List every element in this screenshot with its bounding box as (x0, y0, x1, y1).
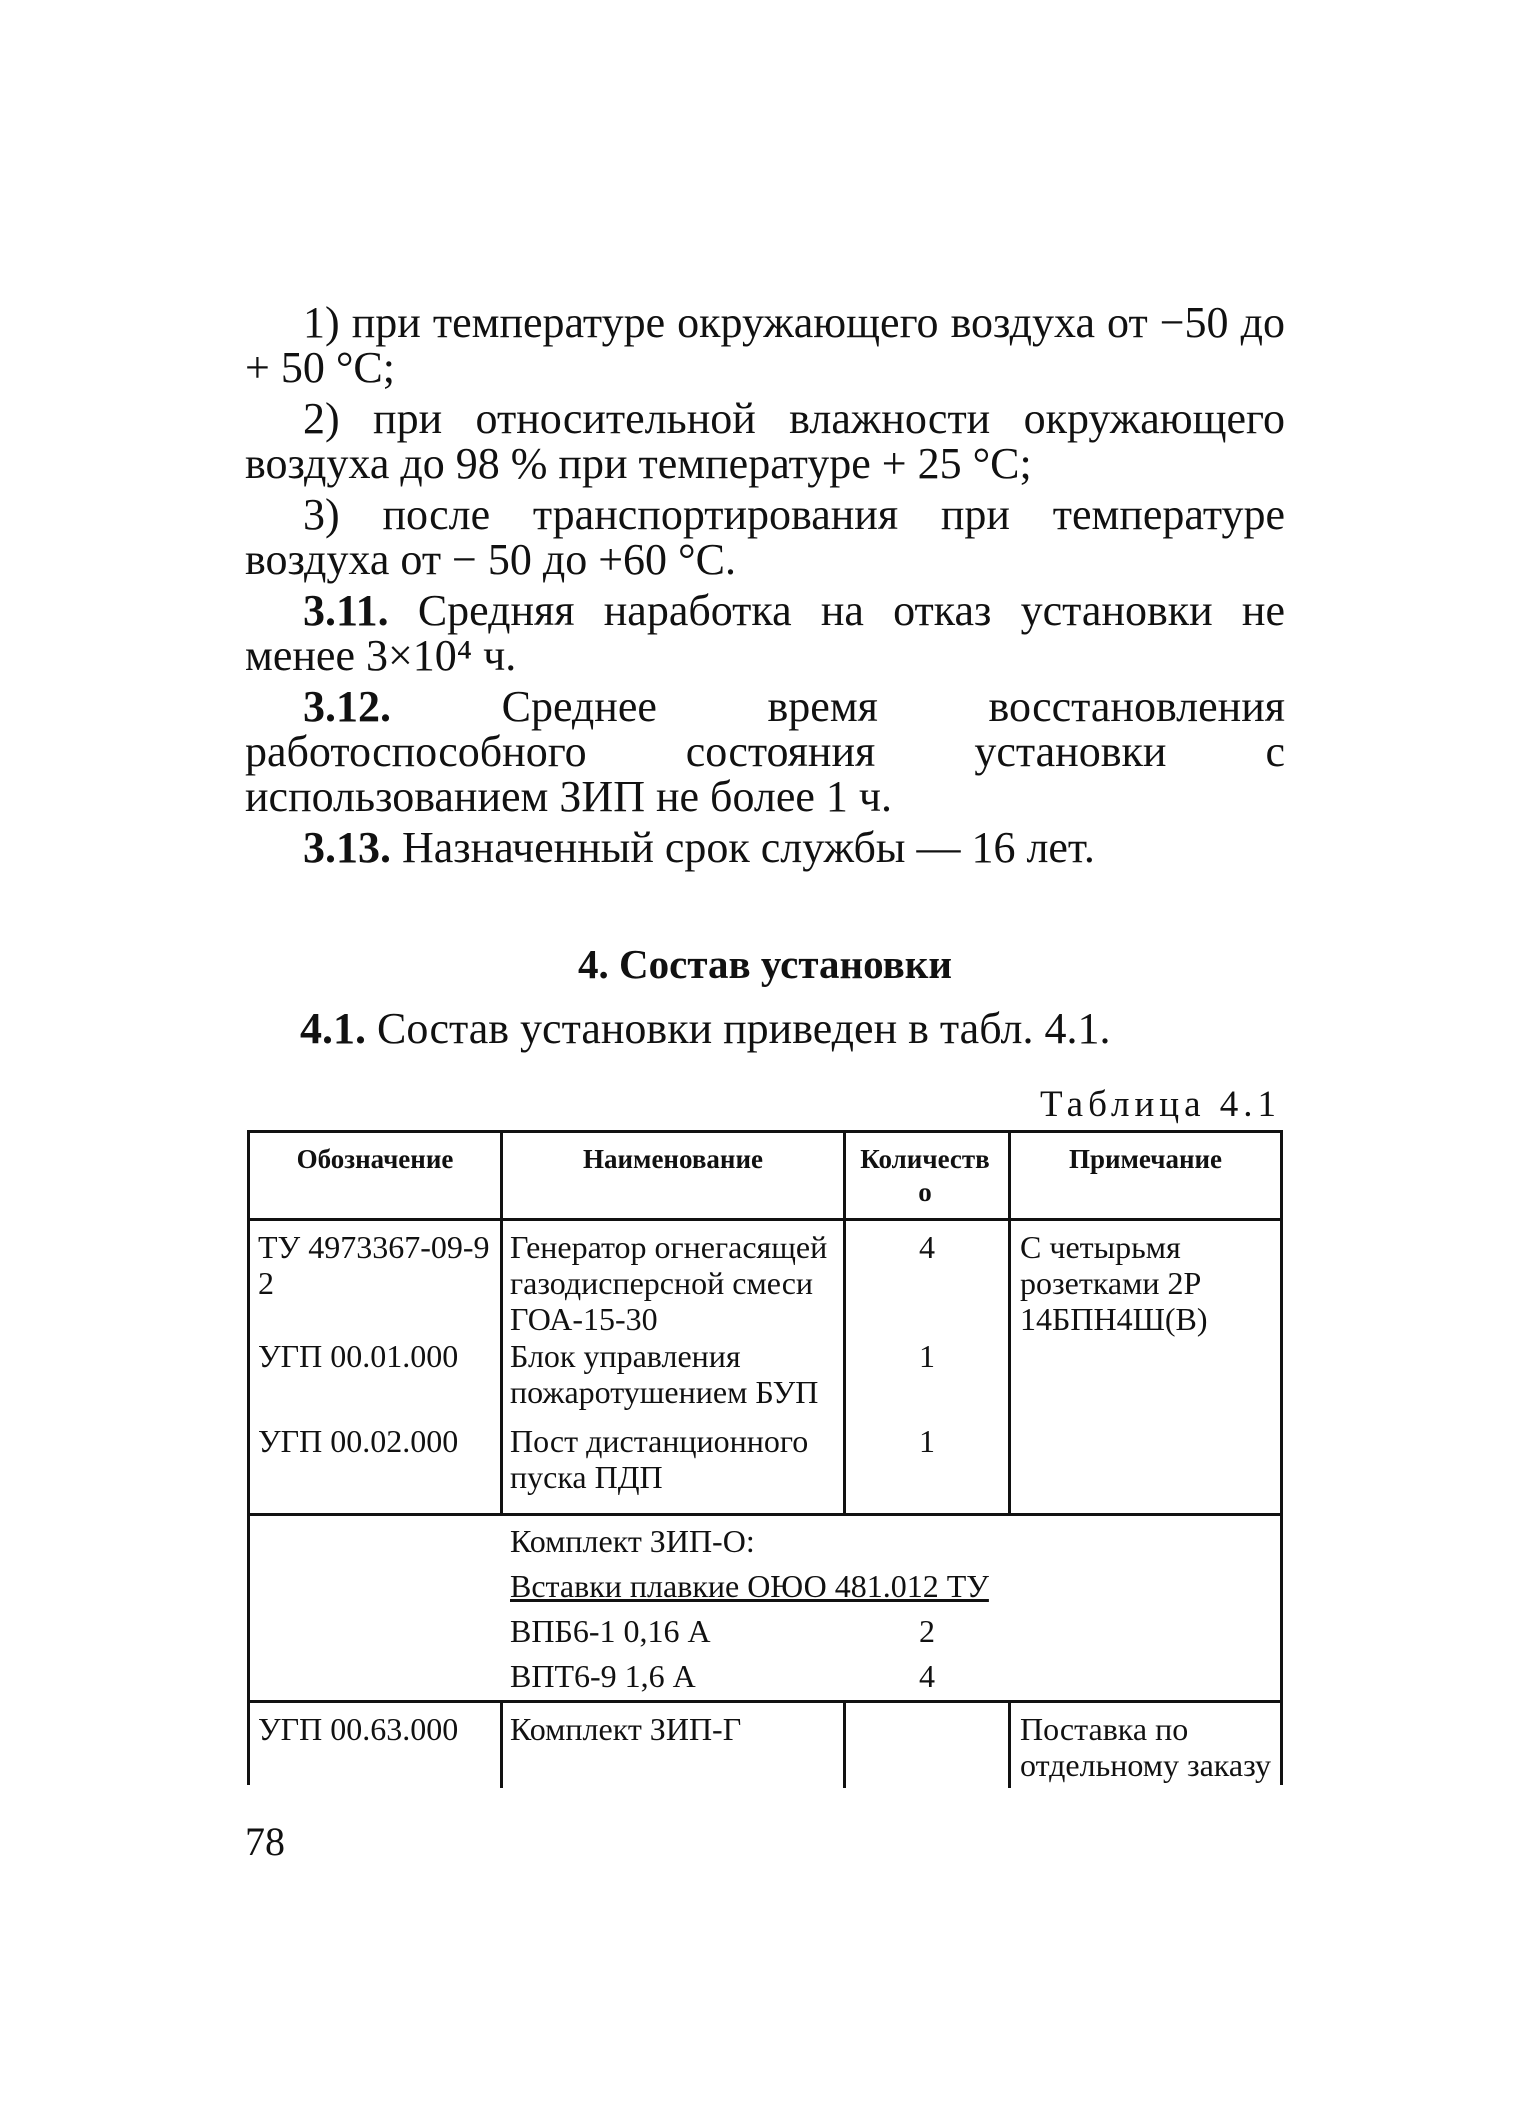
item-3-11 (245, 588, 1285, 678)
zip-o-item-1-qty: 2 (919, 1613, 935, 1649)
paragraph-1: 1) при температуре окружающего воздуха от −50 до + 50 °С; (245, 298, 1285, 392)
row1-code: ТУ 4973367-09-92 (258, 1229, 490, 1301)
row2-qty: 1 (919, 1338, 935, 1374)
header-designation: Обозначение (296, 1144, 454, 1174)
row-separator (250, 1700, 1280, 1703)
row1-name: Генератор огнегасящей газодисперсной смеси ГОА-15-30 (510, 1229, 828, 1337)
row1-note: С четырьмя розетками 2Р 14БПН4Ш(В) (1020, 1229, 1208, 1337)
zip-o-item-2: ВПТ6-9 1,6 А (510, 1658, 696, 1694)
table-divider (1008, 1133, 1011, 1513)
paragraph-3: 3) после транспортирования при температуре воздуха от − 50 до +60 °С. (245, 490, 1285, 584)
composition-table (247, 1130, 1283, 1785)
item-3-12 (245, 684, 1285, 819)
row-separator (250, 1513, 1280, 1516)
item-3-13 (245, 825, 1285, 870)
paragraph-2: 2) при относительной влажности окружающего воздуха до 98 % при температуре + 25 °С; (245, 394, 1285, 488)
row3-qty: 1 (919, 1423, 935, 1459)
last-row-name: Комплект ЗИП-Г (510, 1711, 742, 1747)
intro-paragraph (300, 1005, 1110, 1053)
intro-text: Состав установки приведен в табл. 4.1. (377, 1004, 1111, 1053)
last-row-note: Поставка по отдельному заказу (1020, 1711, 1272, 1783)
table-caption: Таблица 4.1 (1040, 1084, 1281, 1125)
item-text: Средняя наработка на отказ установки не менее 3×10⁴ ч. (245, 586, 1285, 680)
table-divider (500, 1703, 503, 1788)
zip-o-item-2-qty: 4 (919, 1658, 935, 1694)
table-divider (500, 1133, 503, 1513)
zip-o-subtitle: Вставки плавкие ОЮО 481.012 ТУ (510, 1568, 989, 1604)
intro-number: 4.1. (300, 1004, 366, 1053)
item-text: Назначенный срок службы — 16 лет. (402, 823, 1095, 872)
row3-code: УГП 00.02.000 (258, 1423, 459, 1459)
item-number: 3.13. (303, 823, 391, 872)
row2-code: УГП 00.01.000 (258, 1338, 459, 1374)
row1-qty: 4 (919, 1229, 935, 1265)
last-row-code: УГП 00.63.000 (258, 1711, 459, 1747)
item-number: 3.12. (303, 682, 391, 731)
page-number: 78 (245, 1819, 285, 1864)
header-quantity: Количество (860, 1144, 990, 1207)
section-heading: 4. Состав установки (578, 941, 952, 987)
conditions-list (245, 300, 1285, 876)
table-divider (843, 1703, 846, 1788)
zip-o-item-1: ВПБ6-1 0,16 А (510, 1613, 711, 1649)
item-text: Среднее время восстановления работоспособного состояния установки с использованием ЗИП не более 1 ч. (245, 682, 1285, 821)
header-separator (250, 1218, 1280, 1221)
table-divider (1008, 1703, 1011, 1788)
row3-name: Пост дистанционного пуска ПДП (510, 1423, 809, 1495)
row2-name: Блок управления пожаротушением БУП (510, 1338, 819, 1410)
item-number: 3.11. (303, 586, 389, 635)
header-name: Наименование (583, 1144, 763, 1174)
zip-o-title: Комплект ЗИП-О: (510, 1523, 755, 1559)
header-note: Примечание (1068, 1144, 1223, 1174)
